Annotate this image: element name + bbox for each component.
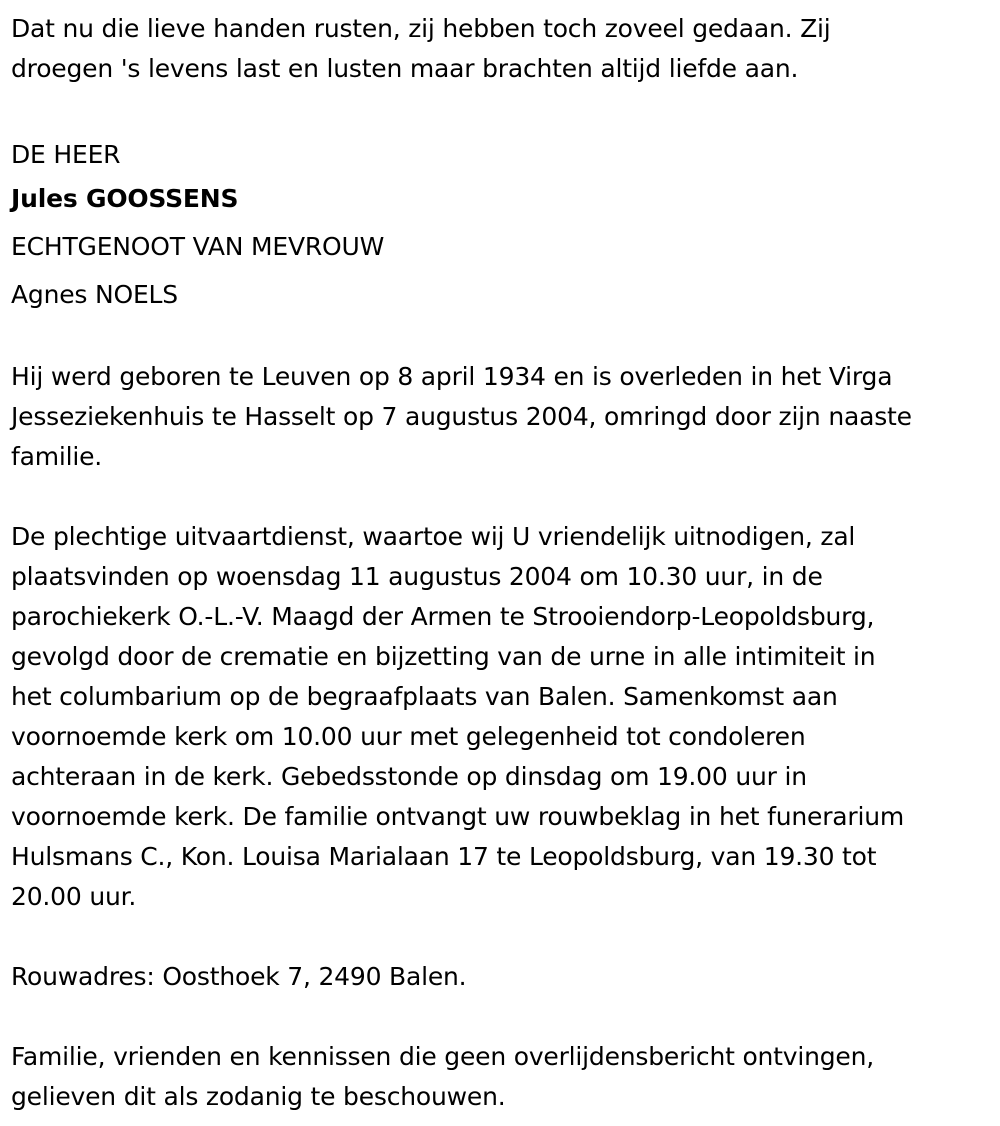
spouse-name: Agnes NOELS: [11, 280, 178, 309]
text-line: plaatsvinden op woensdag 11 augustus 2004 om 10.30 uur, in de: [11, 562, 823, 591]
text-line: voornoemde kerk. De familie ontvangt uw rouwbeklag in het funerarium: [11, 802, 905, 831]
mourning-address: Rouwadres: Oosthoek 7, 2490 Balen.: [11, 962, 467, 991]
spacer: [11, 477, 1000, 517]
birth-death-paragraph: [11, 357, 989, 477]
poem-line: Dat nu die lieve handen rusten, zij hebben toch zoveel gedaan. Zij: [11, 14, 831, 43]
text-line: 20.00 uur.: [11, 882, 137, 911]
text-line: Hij werd geboren te Leuven op 8 april 1934 en is overleden in het Virga: [11, 362, 893, 391]
text-line: achteraan in de kerk. Gebedsstonde op dinsdag om 19.00 uur in: [11, 762, 807, 791]
text-line: gelieven dit als zodanig te beschouwen.: [11, 1082, 506, 1111]
spacer: [11, 997, 1000, 1037]
text-line: het columbarium op de begraafplaats van Balen. Samenkomst aan: [11, 682, 838, 711]
text-line: gevolgd door de crematie en bijzetting van de urne in alle intimiteit in: [11, 642, 876, 671]
spacer: [11, 89, 1000, 129]
relation-line: ECHTGENOOT VAN MEVROUW: [11, 232, 385, 261]
spacer: [11, 917, 1000, 957]
text-line: familie.: [11, 442, 103, 471]
poem-line: droegen 's levens last en lusten maar brachten altijd liefde aan.: [11, 54, 799, 83]
text-line: Familie, vrienden en kennissen die geen overlijdensbericht ontvingen,: [11, 1042, 875, 1071]
title-line: DE HEER: [11, 140, 121, 169]
deceased-name: Jules GOOSSENS: [11, 184, 239, 213]
funeral-paragraph: [11, 517, 989, 917]
closing-paragraph: [11, 1037, 989, 1117]
text-line: De plechtige uitvaartdienst, waartoe wij U vriendelijk uitnodigen, zal: [11, 522, 856, 551]
text-line: voornoemde kerk om 10.00 uur met gelegenheid tot condoleren: [11, 722, 806, 751]
poem-paragraph: [11, 9, 989, 89]
text-line: Jesseziekenhuis te Hasselt op 7 augustus 2004, omringd door zijn naaste: [11, 402, 912, 431]
text-line: parochiekerk O.-L.-V. Maagd der Armen te Strooiendorp-Leopoldsburg,: [11, 602, 875, 631]
text-line: Hulsmans C., Kon. Louisa Marialaan 17 te Leopoldsburg, van 19.30 tot: [11, 842, 877, 871]
address-paragraph: [11, 957, 989, 997]
deceased-heading: [11, 135, 1000, 319]
